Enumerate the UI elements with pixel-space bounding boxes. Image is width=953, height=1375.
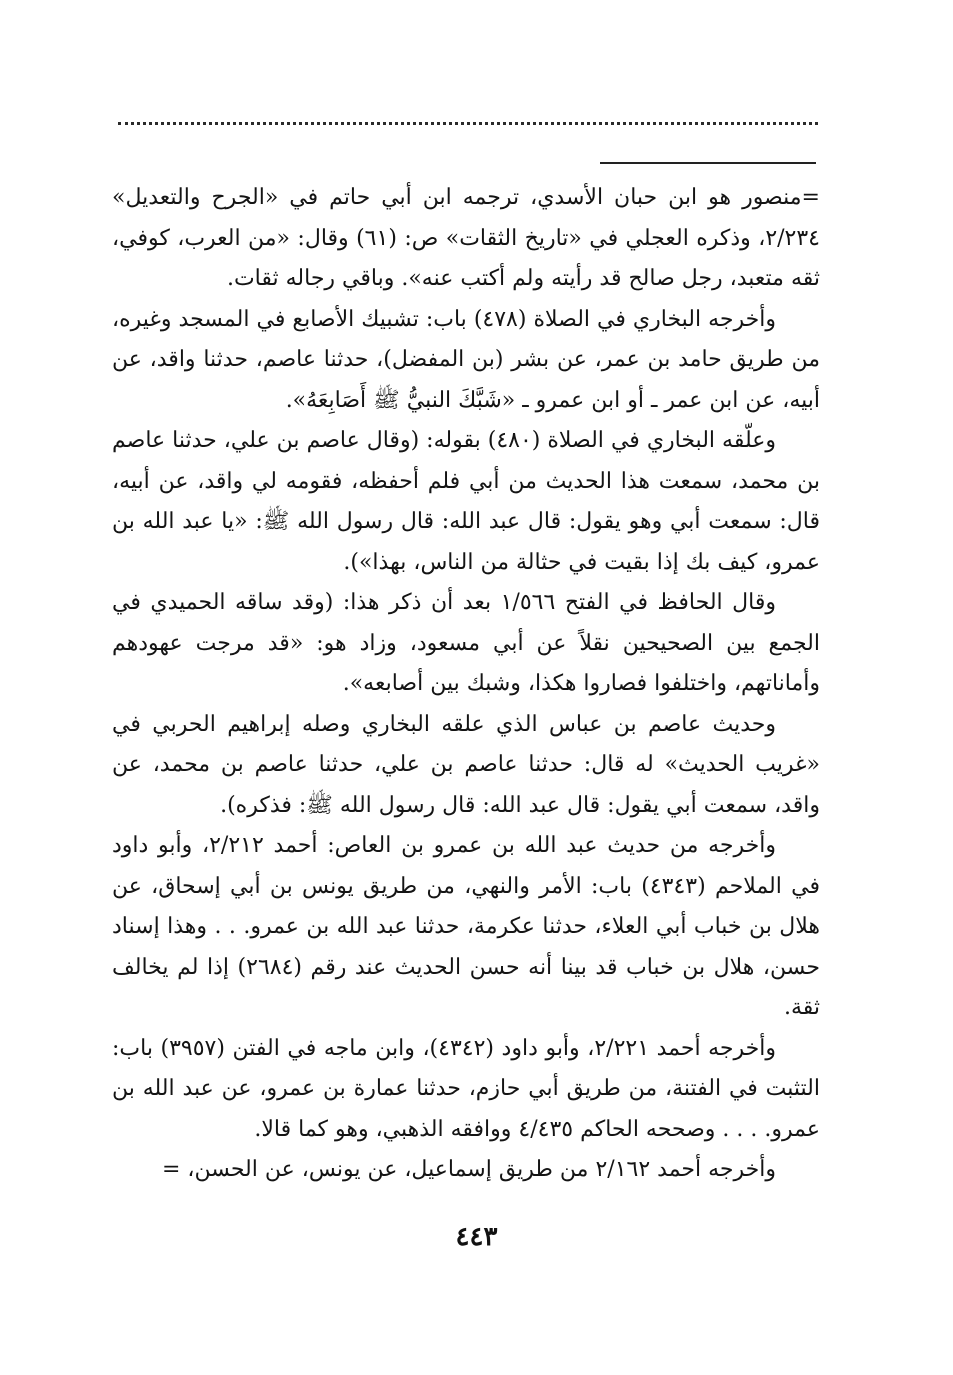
footnote-paragraph-7: وأخرجه أحمد ٢/٢٢١، وأبو داود (٤٣٤٢)، وابن ماجه في الفتن (٣٩٥٧) باب: التثبت في الفتنة، من طريق أبي حازم، حدثنا عمارة بن عمرو، عن عبد الله بن عمرو. . . . وصححه الحاكم ٤/٤٣٥ ووافقه الذهبي، وهو كما قالا. xyxy=(112,1035,821,1142)
footnote-separator-rule xyxy=(600,162,816,164)
footnote-paragraph-5: وحديث عاصم بن عباس الذي علقه البخاري وصله إبراهيم الحربي في «غريب الحديث» له قال: حدثنا عاصم بن علي، حدثنا عاصم بن محمد، عن واقد، سمعت أبي يقول: قال عبد الله: قال رسول الله ﷺ: فذكره). xyxy=(112,711,820,818)
footnote-paragraph-1: =منصور هو ابن حبان الأسدي، ترجمه ابن أبي حاتم في «الجرح والتعديل» ٢/٢٣٤، وذكره العجلي في «تاريخ الثقات» ص: (٦١) وقال: «من العرب، كوفي، ثقه متعبد، رجل صالح قد رأيته ولم أكتب عنه». وباقي رجاله ثقات. xyxy=(112,185,820,291)
footnote-paragraph-3: وعلّقه البخاري في الصلاة (٤٨٠) بقوله: (وقال عاصم بن علي، حدثنا عاصم بن محمد، سمعت هذا الحديث من أبي فلم أحفظه، فقومه لي واقد، عن أبيه، قال: سمعت أبي وهو يقول: قال عبد الله: قال رسول الله ﷺ: «يا عبد الله بن عمرو، كيف بك إذا بقيت في حثالة من الناس، بهذا»). xyxy=(112,428,820,575)
footnote-paragraph-2: وأخرجه البخاري في الصلاة (٤٧٨) باب: تشبيك الأصابع في المسجد وغيره، من طريق حامد بن عمر، عن بشر (بن المفضل)، حدثنا عاصم، حدثنا واقد، عن أبيه، عن ابن عمر ـ أو ابن عمرو ـ «شَبَّكَ النبيُّ ﷺ أَصَابِعَهُ». xyxy=(112,306,820,413)
footnote-paragraph-4: وقال الحافظ في الفتح ١/٥٦٦ بعد أن ذكر هذا: (وقد ساقه الحميدي في الجمع بين الصحيحين نقلاً عن أبي مسعود، وزاد هو: «قد مرجت عهودهم وأماناتهم، واختلفوا فصاروا هكذا، وشبك بين أصابعه». xyxy=(112,590,820,696)
footnote-paragraph-8: وأخرجه أحمد ٢/١٦٢ من طريق إسماعيل، عن يونس، عن الحسن، = xyxy=(161,1157,776,1182)
footnote-body xyxy=(112,178,820,1191)
dotted-separator xyxy=(118,122,818,125)
footnote-paragraph-6: وأخرجه من حديث عبد الله بن عمرو بن العاص: أحمد ٢/٢١٢، وأبو داود في الملاحم (٤٣٤٣) باب: الأمر والنهي، من طريق يونس بن أبي إسحاق، عن هلال بن خباب أبي العلاء، حدثنا عكرمة، حدثنا عبد الله بن عمرو. . . وهذا إسناد حسن، هلال بن خباب قد بينا أنه حسن الحديث عند رقم (٢٦٨٤) إذا لم يخالف ثقة. xyxy=(112,833,821,1020)
page-number: ٤٤٣ xyxy=(455,1222,498,1252)
